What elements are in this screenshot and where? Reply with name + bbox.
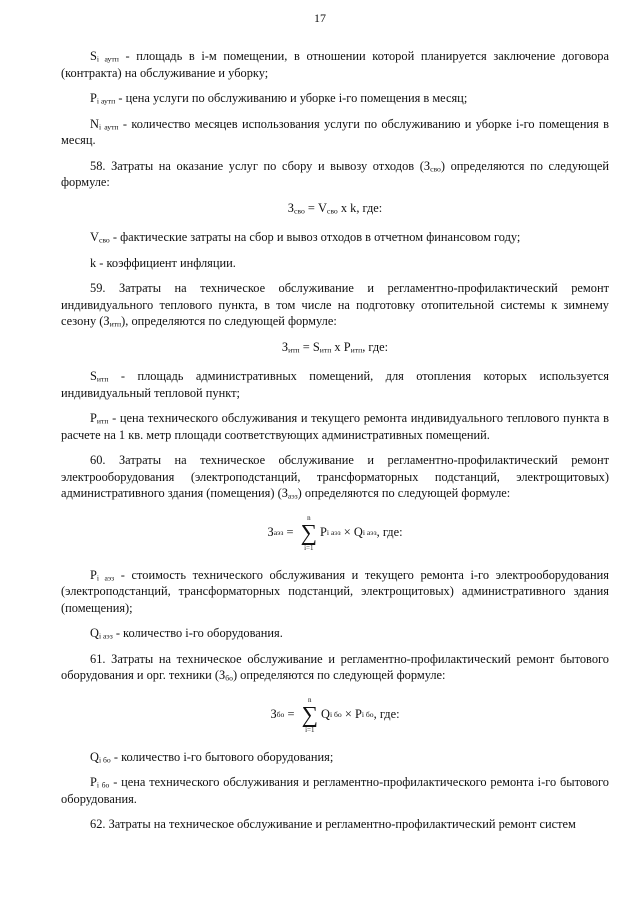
definition-p-autp: $P_{i аутп}$ - цена услуги по обслуживанию и уборке i-го помещения в месяц; [90, 91, 468, 106]
clause-61: 61. Затраты на техническое обслуживание и регламентно-профилактический ремонт бытового оборудования и орг. техники $(З_{бо})$ определяются по следующей формуле: [61, 651, 609, 683]
page-number: 17 [314, 11, 326, 25]
formula-itp: $З_{итп} = S_{итп}$ x $P_{итп}$, где: [281, 339, 389, 355]
clause-60: 60. Затраты на техническое обслуживание и регламентно-профилактический ремонт электрооборудования (электроподстанций, трансформаторных подстанций, электрощитовых) административного здания (помещения) $(З_{аэз})$ определяются по следующей формуле: [61, 453, 609, 501]
definition-v-svo: $V_{сво}$ - фактические затраты на сбор и вывоз отходов в отчетном финансовом году; [90, 230, 521, 245]
summation-sign: n ∑ i=1 [300, 513, 318, 552]
definition-n-autp: $N_{i аутп}$ - количество месяцев использования услуги по обслуживанию и уборке i-го помещения в месяц. [61, 116, 609, 147]
definition-p-bo: $P_{i бо}$ - цена технического обслуживания и регламентно-профилактического ремонта i-го бытового оборудования. [61, 775, 609, 806]
formula-svo: $З_{сво} = V_{сво}$ x k, где: [287, 200, 383, 216]
formula-bo: З бо = n ∑ i=1 Q i бо × P i бо , где: [270, 695, 400, 734]
definition-s-autp: $S_{i аутп}$ - площадь в i-м помещении, в отношении которой планируется заключение договора (контракта) на обслуживание и уборку; [61, 49, 610, 80]
clause-59: 59. Затраты на техническое обслуживание и регламентно-профилактический ремонт индивидуального теплового пункта, в том числе на подготовку отопительной системы к зимнему сезону $(З_{итп})$, определяются по следующей формуле: [61, 281, 609, 329]
definition-q-aez: $Q_{i аэз}$ - количество i-го оборудования. [90, 626, 283, 641]
definition-p-aez: $P_{i аэз}$ - стоимость технического обслуживания и текущего ремонта i-го электрооборудования (электроподстанций, трансформаторных подстанций, электрощитовых) административного здания (помещения); [61, 567, 609, 615]
definition-p-itp: $P_{итп}$ - цена технического обслуживания и текущего ремонта индивидуального теплового пункта в расчете на 1 кв. метр площади соответствующих административных помещений. [61, 411, 609, 442]
summation-sign: n ∑ i=1 [301, 695, 318, 734]
clause-62: 62. Затраты на техническое обслуживание и регламентно-профилактический ремонт систем [90, 817, 576, 831]
clause-58: 58. Затраты на оказание услуг по сбору и вывозу отходов $(З_{сво})$ определяются по следующей формуле: [61, 158, 609, 189]
definition-s-itp: $S_{итп}$ - площадь административных помещений, для отопления которых используется индивидуальный тепловой пункт; [61, 369, 609, 400]
document-body [61, 48, 609, 842]
definition-q-bo: $Q_{i бо}$ - количество i-го бытового оборудования; [90, 749, 334, 765]
definition-k: k - коэффициент инфляции. [90, 255, 236, 270]
formula-aez: З аэз = n ∑ i=1 P i аэз × Q i аэз , где: [267, 513, 403, 552]
